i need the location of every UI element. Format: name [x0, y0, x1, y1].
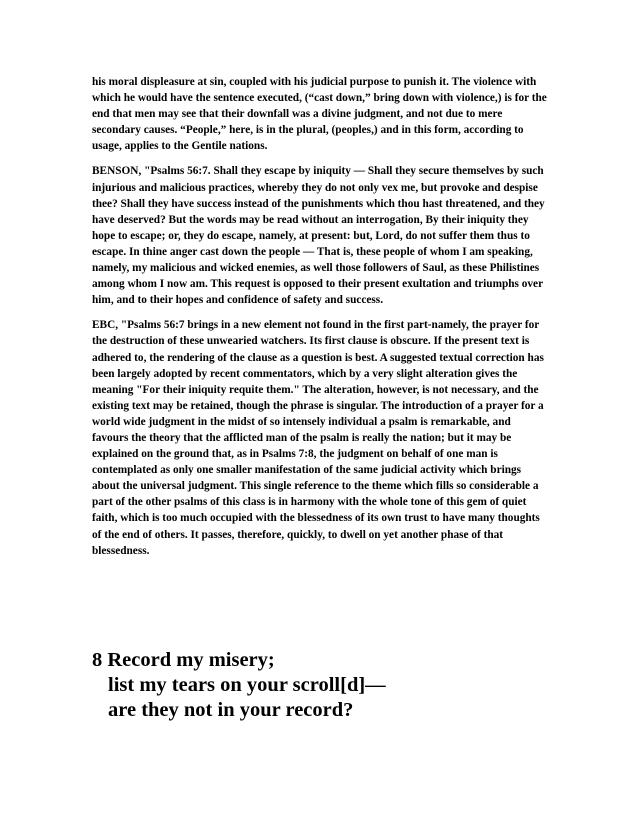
commentary-text	[92, 74, 548, 568]
paragraph-benson: BENSON, "Psalms 56:7. Shall they escape by iniquity — Shall they secure themselves by such injurious and malicious practices, whereby they do not only vex me, but provoke and despise thee? Shall they have success instead of the punishments which thou hast threatened, and they have deserved? But the words may be read without an interrogation, By their iniquity they hope to escape; or, they do escape, namely, at present: but, Lord, do not suffer them thus to escape. In thine anger cast down the people — That is, these people of whom I am speaking, namely, my malicious and wicked enemies, as well those followers of Saul, as these Philistines among whom I now am. This request is opposed to their present exultation and triumphs over him, and to their hopes and confidence of safety and success.	[92, 165, 545, 307]
verse-line-3: are they not in your record?	[108, 699, 354, 721]
paragraph-ebc: EBC, "Psalms 56:7 brings in a new element not found in the first part-namely, the prayer for the destruction of these unwearied watchers. Its first clause is obscure. If the present text is adhered to, the rendering of the clause as a question is best. A suggested textual correction has been largely adopted by recent commentators, which by a very slight alteration gives the meaning "For their iniquity requite them." The alteration, however, is not necessary, and the existing text may be retained, though the phrase is singular. The introduction of a prayer for a world wide judgment in the midst of so intensely individual a psalm is remarkable, and favours the theory that the afflicted man of the psalm is really the nation; but it may be explained on the ground that, as in Psalms 7:8, the judgment on behalf of one man is contemplated as only one smaller manifestation of the same judicial activity which brings about the universal judgment. This single reference to the theme which fills so considerable a part of the other psalms of this class is in harmony with the whole tone of this gem of quiet faith, which is too much occupied with the blessedness of its own trust to have many thoughts of the end of others. It passes, therefore, quickly, to dwell on yet another phase of that blessedness.	[92, 319, 544, 557]
verse-line-1: 8 Record my misery;	[92, 649, 275, 671]
paragraph-continuation: his moral displeasure at sin, coupled with his judicial purpose to punish it. The violence with which he would have the sentence executed, (“cast down,” bring down with violence,) is for the end that men may see that their downfall was a divine judgment, and not due to mere secondary causes. “People,” here, is in the plural, (peoples,) and in this form, according to usage, applies to the Gentile nations.	[92, 76, 547, 153]
verse-heading	[92, 648, 592, 723]
verse-line-2: list my tears on your scroll[d]—	[108, 674, 386, 696]
